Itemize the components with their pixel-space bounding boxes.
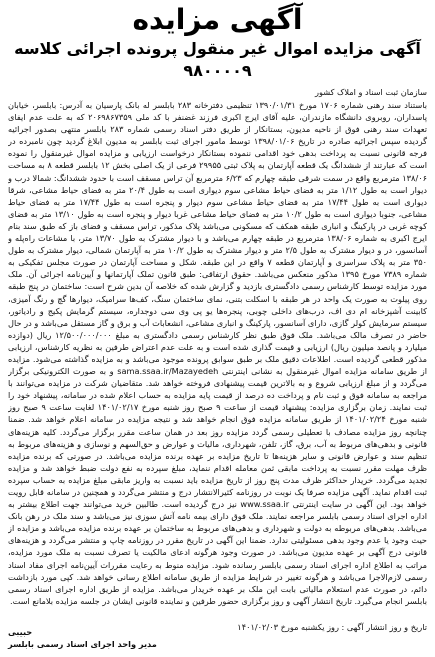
notice-body: باستناد سند رهنی شماره ۱۷۰۶ مورخ ۱۳۹۰/۰۱/۳۱ تنظیمی دفترخانه ۲۸۳ بابلسر له بانک پارسیان به آدرس: بابلسر، خیابان پاسداران، روبروی دانشگاه مازندران، علیه آقای ایرج اکبری فرزند غضنفر با کد ملی ۲۰۶۹۸۶۷۳۵۹ که به علت عدم ایفای تعهدات سند رهنی فوق از ناحیه مدیون، بستانکار از طریق دفتر اسناد رسمی شماره ۲۸۳ بابلسر منتهی بصدور اجرائیه گردیده سپس اجرائیه صادره در تاریخ ۱۳۹۸/۰۱/۰۶ توسط مامور اجرای ثبت بابلسر به مدیون ابلاغ گردید چون نامبرده در فرجه قانونی نسبت به پرداخت بدهی خود اقدامی ننموده بستانکار درخواست ارزیابی و مزایده اموال غیرمنقول را نموده است که عبارتند از ششدانگ یک قطعه آپارتمان به پلاک ثبتی ۲۹۹۵۵ فرعی از یک اصلی بخش ۱۲ بابلسر قطعه ۸ به مساحت ۱۳۸/۰۶ مترمربع واقع در سمت شرقی طبقه چهارم که ۶/۲۳ مترمربع آن تراس مسقف است با حدود ششدانگ: شمالا درب و دیوار است به طول ۱/۱۲ متر به فضای حیاط مشاعی سوم دیواری است به طول ۲۰/۴ متر به فضای حیاط مشاعی، شرقا دیواری است به طول ۱۷/۴۴ متر به فضای حیاط مشاعی سوم دیوار و پنجره است به طول ۱۷/۴۴ متر به فضای حیاط مشاعی، جنوبا دیواری است به طول ۱۰/۲ متر به فضای حیاط مشاعی غربا دیوار و پنجره است به طول ۱۳/۱۰ متر به فضای کوچه غربی در پارکینگ و انباری طبقه همکف که مسکونی می‌باشد پلاک مذکور، تراس مسقف و فضای باز که طبق سند بنام ایرج اکبری به شماره ۱۳۸/۰۶ مترمربع در طبقه چهارم می‌باشد و با دیوار مشترک به طول ۱۳/۷۰ متر، با مشاعات راه‌پله و آسانسور، در و دیوار مشترک به طول ۲/۵ متر و دیوار مشترک به طول ۱۰/۲ متر به آپارتمان شمالی، دیوار مشترک به طول ۳۵۰ متر به پلاک سراسری و آپارتمان قطعه ۷ واقع در این طبقه. شکل و مساحت آپارتمان در صورت مجلس تفکیکی به شماره ۷۳۸۹ مورخ ۱۳۹۵ مذکور منعکس می‌باشد. حقوق ارتفاقی: طبق قانون تملک آپارتمانها و آیین‌نامه اجرائی آن. ملک مورد مزایده توسط کارشناس رسمی دادگستری بازدید و گزارش شده که خلاصه آن بدین شرح است: ساختمان در پنج طبقه روی پیلوت به صورت یک واحد در هر طبقه با اسکلت بتنی، نمای ساختمان سنگ، کف‌ها سرامیک، دیوارها گچ و رنگ آمیزی، کابینت آشپزخانه ام دی اف، درب‌های داخلی چوبی، پنجره‌ها یو پی وی سی دوجداره، سیستم گرمایش پکیج و رادیاتور، سیستم سرمایش کولر گازی، دارای آسانسور، پارکینگ و انباری مشاعی، انشعابات آب و برق و گاز مستقل می‌باشد و در حال حاضر در تصرف مالک می‌باشد. ملک فوق طبق نظر کارشناس رسمی دادگستری به مبلغ ۱۲/۵۰۰/۰۰۰/۰۰۰ ریال (دوازده میلیارد و پانصد میلیون ریال) ارزیابی و قیمت گذاری شده است و به علت عدم اعتراض طرفین به نظریه کارشناس، ارزیابی مذکور قطعی گردیده است. اطلاعات دقیق ملک بر طبق سوابق پرونده موجود می‌باشد و به مزایده گذاشته می‌شود. مزایده از طریق سامانه مزایده اموال غیرمنقول به نشانی اینترنتی sama.ssaa.ir/Mazayedeh و به صورت الکترونیکی برگزار می‌گردد و از مبلغ ارزیابی شروع و به بالاترین قیمت پیشنهادی فروخته خواهد شد. متقاضیان شرکت در مزایده می‌توانند با مراجعه به سامانه فوق و ثبت نام و پرداخت ده درصد از قیمت پایه مزایده به حساب اعلام شده در سامانه، پیشنهاد خود را ثبت نمایند. زمان برگزاری مزایده: پیشنهاد قیمت از ساعت ۹ صبح روز شنبه مورخ ۱۴۰۱/۰۲/۱۷ لغایت ساعت ۹ صبح روز شنبه مورخ ۱۴۰۱/۰۲/۲۴ از طریق سامانه مزایده فوق انجام خواهد شد و نتیجه مزایده در سامانه اعلام خواهد شد. ضمنا چنانچه روز مزایده مصادف با تعطیلی رسمی گردد مزایده روز بعد در همان ساعت مقرر برگزار می‌گردد. کلیه هزینه‌های قانونی و بدهی‌های مربوط به آب، برق، گاز، تلفن، شهرداری، مالیات و عوارض و حق‌السهم و نوسازی و هزینه‌های مربوط به تنظیم سند و عوارض قانونی و سایر هزینه‌ها تا تاریخ مزایده بر عهده برنده مزایده می‌باشد. در صورتی که برنده مزایده ظرف مهلت مقرر نسبت به پرداخت مابقی ثمن معامله اقدام ننماید، مبلغ سپرده به نفع دولت ضبط خواهد شد و مزایده تجدید می‌گردد. خریدار حداکثر ظرف مدت پنج روز از تاریخ مزایده باید نسبت به واریز مابقی مبلغ مزایده به حساب سپرده ثبت اقدام نماید. آگهی مزایده صرفا یک نوبت در روزنامه کثیرالانتشار درج و منتشر می‌گردد و همچنین در سامانه قابل رویت خواهد بود. این آگهی در سایت اینترنتی www.ssaa.ir نیز درج گردیده است. طالبین خرید می‌توانند جهت اطلاع بیشتر به اداره اجرای اسناد رسمی بابلسر مراجعه نمایند. ملک فوق دارای بیمه نامه آتش سوزی نیز می‌باشد و سند ملک در رهن بانک می‌باشد. بدهی‌های مربوطه به دولت و شهرداری و بدهی‌های مربوط به ساختمان بر عهده برنده مزایده می‌باشد و مزایده از حیث وجود یا عدم وجود بدهی مسئولیتی ندارد. ضمنا این آگهی در تاریخ مقرر در روزنامه چاپ و منتشر می‌گردد و هزینه‌های قانونی درج آگهی بر عهده مدیون می‌باشد. در صورت وجود هرگونه ادعای مالکیت یا تصرف نسبت به ملک مورد مزایده، مراتب به اطلاع اداره اجرای اسناد رسمی بابلسر رسانده شود. مزایده منوط به رعایت مقررات آیین‌نامه اجرای مفاد اسناد رسمی لازم‌الاجرا می‌باشد و هرگونه تغییر در شرایط مزایده از طریق سامانه اطلاع رسانی خواهد شد. کپی مورد بازداشت دائم، در صورت عدم استعلام مالیاتی بابت این ملک بر عهده خریدار می‌باشد. مزایده از طریق اداره اجرای اسناد رسمی بابلسر انجام می‌گیرد. تاریخ انتشار آگهی و روز برگزاری حضور طرفین و نماینده قانونی ایشان در جلسه مزایده بلامانع است. bbox=[8, 100, 427, 606]
notice-subheadline: آگهی مزایده اموال غیر منقول پرونده اجرائی کلاسه ۹۸۰۰۰۰۹ bbox=[14, 39, 421, 80]
organization-name: سازمان ثبت اسناد و املاک کشور bbox=[315, 87, 427, 97]
signature-name: حبیبی bbox=[8, 627, 33, 637]
publication-date: تاریخ و روز انتشار آگهی : روز یکشنبه مورخ ۱۴۰۱/۰۲/۰۳ bbox=[237, 622, 427, 632]
signature-title: مدیر واحد اجرای اسناد رسمی بابلسر bbox=[8, 639, 157, 649]
signature-block bbox=[8, 626, 427, 651]
signature-container bbox=[8, 626, 157, 650]
notice-headline: آگهی مزایده bbox=[132, 3, 303, 36]
